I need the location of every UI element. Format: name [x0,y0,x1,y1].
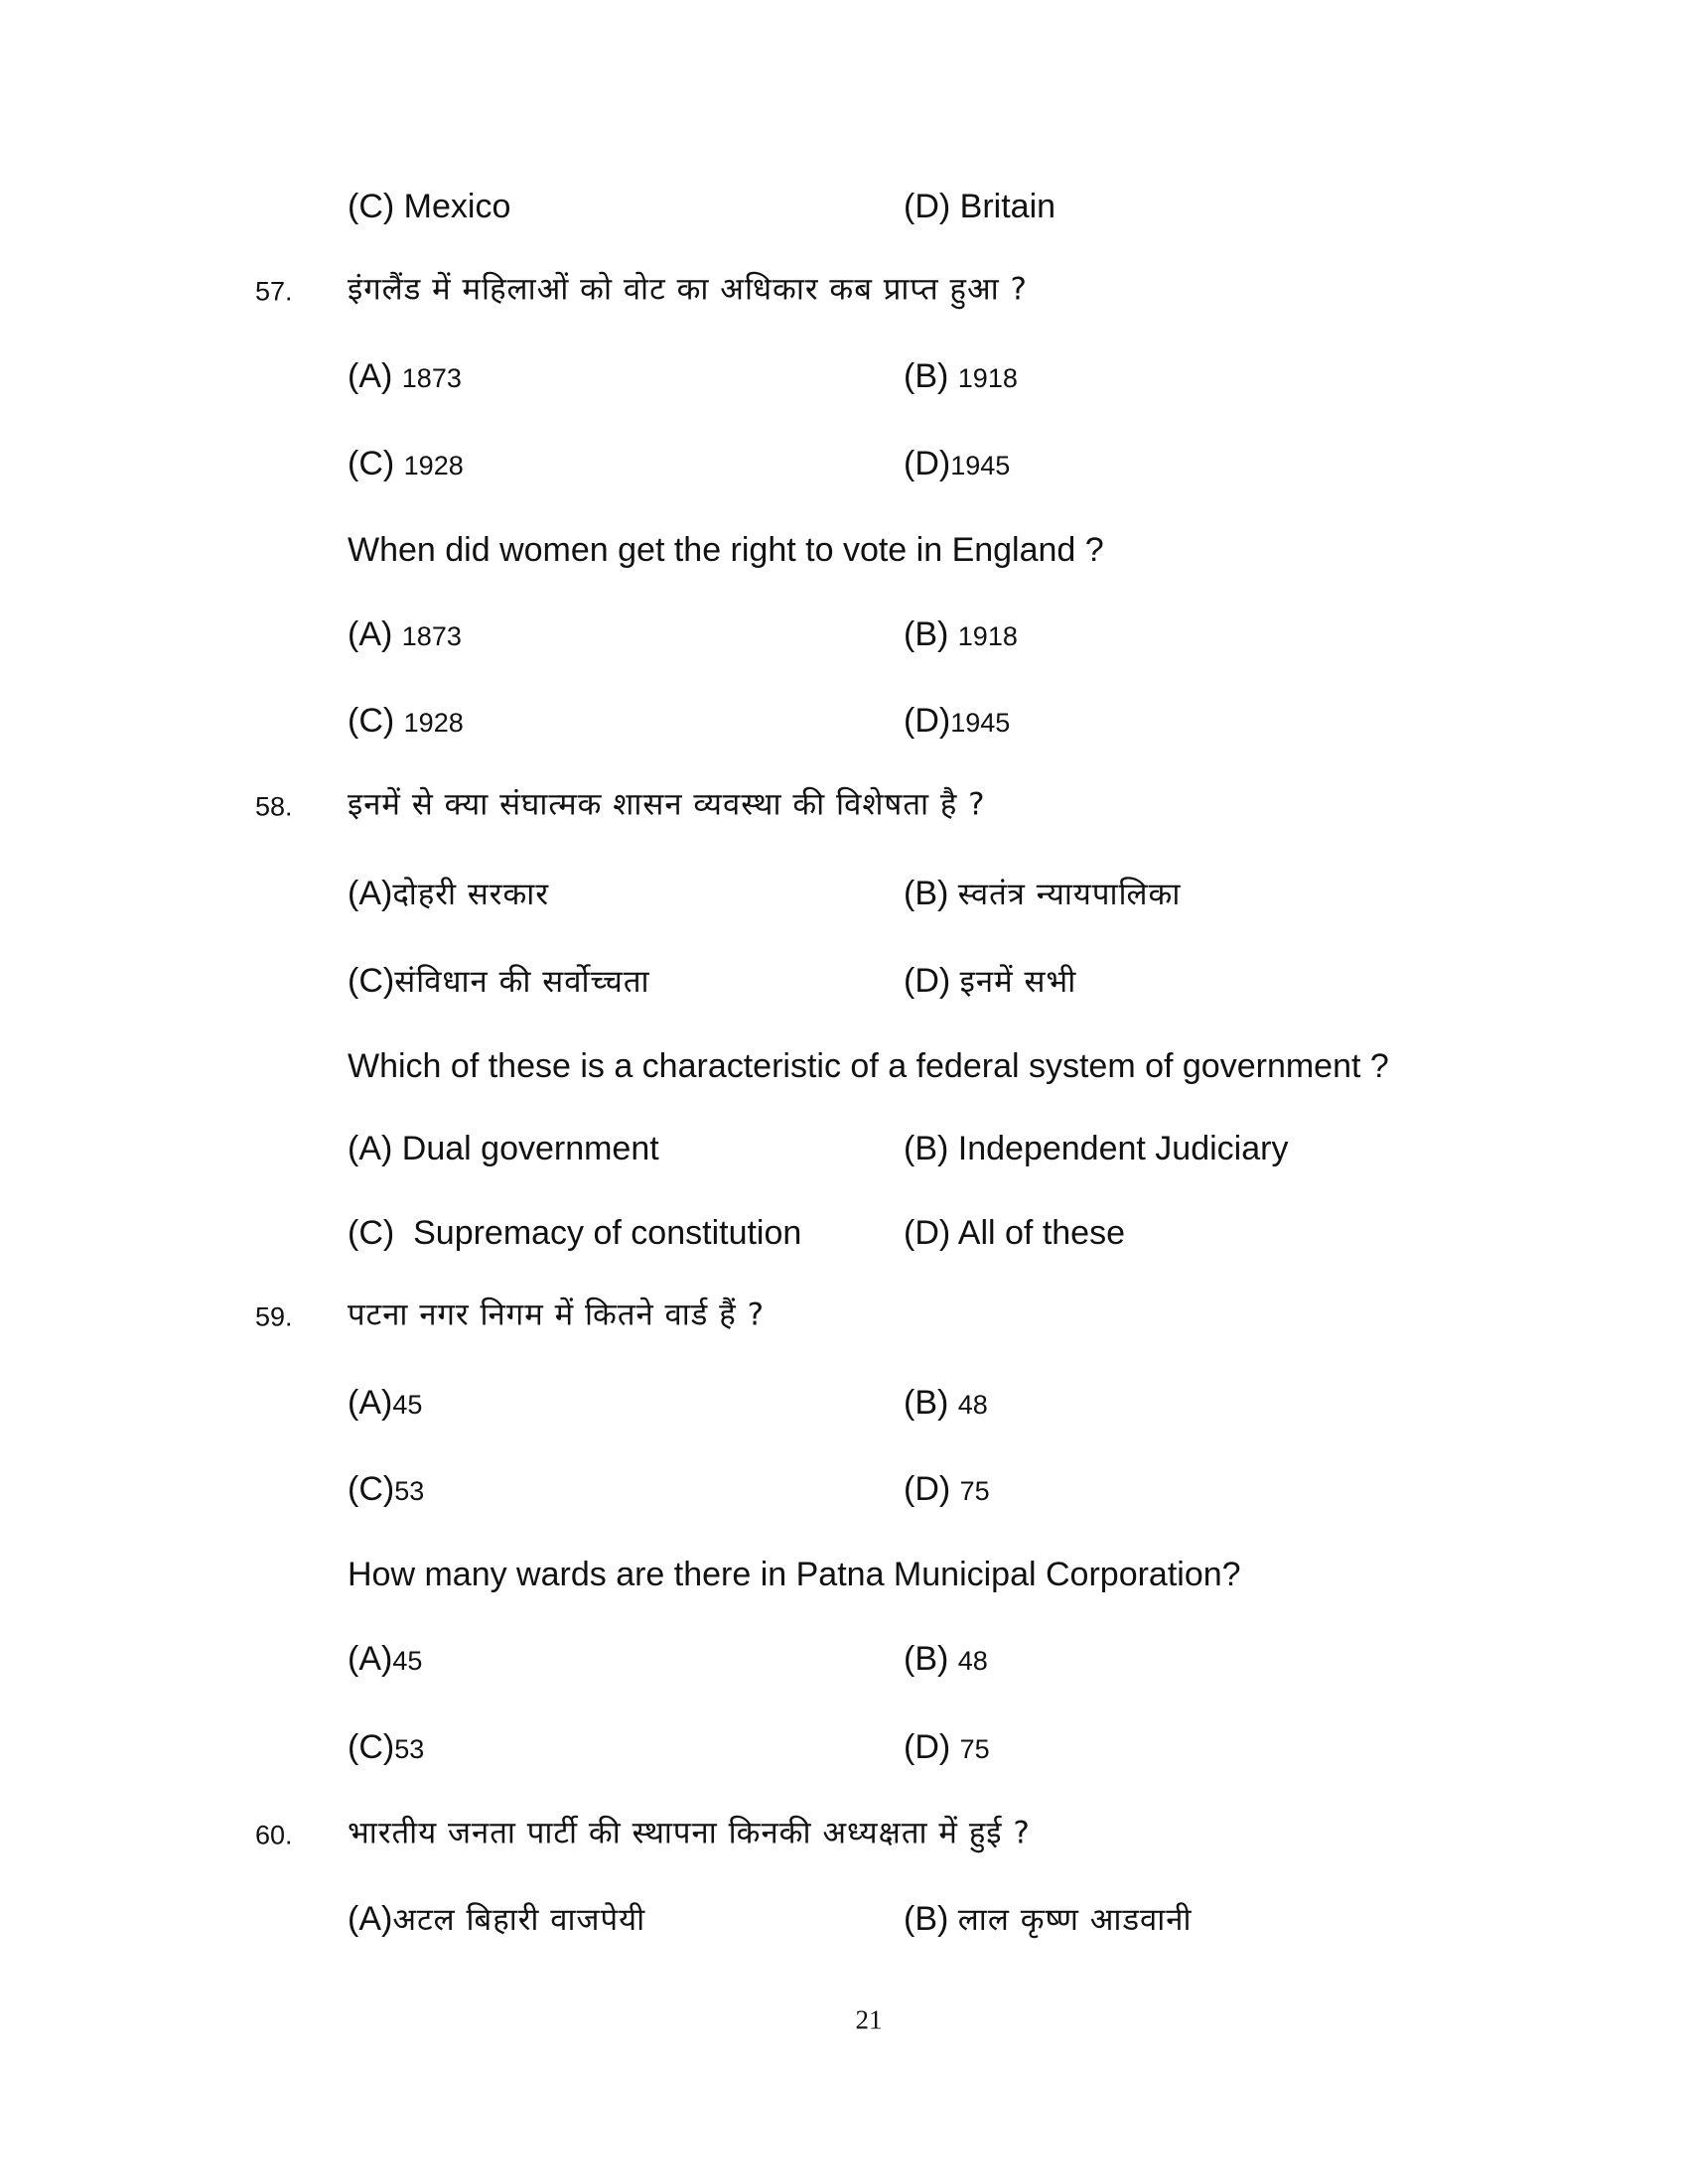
question-number-58: 58. [255,791,293,822]
option-text: 48 [957,1646,988,1676]
option-57-hi-d [904,447,1010,480]
option-label: (C) [348,702,395,740]
option-text: 45 [392,1390,423,1420]
option-label: (C) [348,1728,395,1766]
option-label: (D) [904,1728,951,1766]
option-text: 53 [394,1734,425,1764]
question-57-hindi: इंगलैंड में महिलाओं को वोट का अधिकार कब प्राप्त हुआ ? [348,271,1028,308]
option-label: (C) [348,1470,395,1508]
option-57-en-b [904,617,1018,651]
option-57-en-c [348,704,464,738]
option-text: 45 [392,1646,423,1676]
option-59-en-a [348,1642,422,1676]
option-text: 53 [394,1476,425,1506]
option-57-hi-c [348,447,464,480]
option-text: 1873 [401,363,462,393]
option-text: लाल कृष्ण आडवानी [957,1902,1193,1938]
option-59-hi-d [904,1472,990,1506]
option-57-en-d [904,704,1010,738]
option-59-en-c [348,1730,424,1764]
option-59-hi-c [348,1472,424,1506]
option-text: Independent Judiciary [957,1130,1289,1167]
option-label: (A) [348,1130,393,1167]
option-text: Dual government [401,1130,659,1167]
question-59-hindi: पटना नगर निगम में कितने वार्ड हैं ? [348,1297,766,1333]
option-label: (C) [348,962,395,1000]
option-56-c [348,190,510,223]
option-label: (D) [904,1214,951,1252]
option-59-en-d [904,1730,990,1764]
question-58-english: Which of these is a characteristic of a federal system of government ? [348,1047,1389,1085]
option-58-hi-c [348,964,650,998]
question-58-hindi: इनमें से क्या संघात्मक शासन व्यवस्था की विशेषता है ? [348,786,986,823]
option-text: Supremacy of constitution [403,1214,802,1252]
option-57-en-a [348,617,462,651]
option-58-en-d [904,1216,1125,1250]
option-label: (D) [904,1470,951,1508]
page-number: 21 [855,2004,883,2035]
option-label: (A) [348,615,393,653]
question-number-57: 57. [255,276,293,307]
option-text: Britain [959,188,1056,225]
option-58-hi-b [904,877,1181,910]
option-label: (A) [348,875,393,912]
option-text: 75 [959,1476,990,1506]
option-text: इनमें सभी [959,964,1077,1000]
option-59-hi-a [348,1386,422,1420]
option-text: 75 [959,1734,990,1764]
option-text: All of these [957,1214,1125,1252]
option-56-d [904,190,1055,223]
option-57-hi-a [348,359,462,393]
option-text: 1928 [403,708,464,738]
option-text: 1928 [403,451,464,480]
option-label: (B) [904,1130,949,1167]
option-label: (B) [904,357,949,395]
option-text: स्वतंत्र न्यायपालिका [957,877,1182,912]
option-text: 1918 [957,621,1018,651]
option-label: (C) [348,188,395,225]
option-text: Mexico [403,188,511,225]
option-59-en-b [904,1642,988,1676]
option-59-hi-b [904,1386,988,1420]
option-text: संविधान की सर्वोच्चता [394,964,650,1000]
option-label: (A) [348,1640,393,1678]
option-text: दोहरी सरकार [392,877,549,912]
option-label: (C) [348,445,395,482]
option-60-hi-b [904,1902,1193,1936]
question-number-60: 60. [255,1820,293,1850]
question-59-english: How many wards are there in Patna Municipal Corporation? [348,1556,1241,1593]
option-58-hi-a [348,877,549,910]
option-text: 1873 [401,621,462,651]
option-label: (B) [904,1900,949,1938]
option-label: (D) [904,445,951,482]
option-text: 1918 [957,363,1018,393]
option-label: (B) [904,1384,949,1422]
option-label: (D) [904,702,951,740]
option-58-en-b [904,1132,1288,1165]
option-label: (B) [904,875,949,912]
option-label: (B) [904,1640,949,1678]
question-60-hindi: भारतीय जनता पार्टी की स्थापना किनकी अध्यक्षता में हुई ? [348,1815,1031,1851]
option-58-hi-d [904,964,1076,998]
option-57-hi-b [904,359,1018,393]
option-label: (C) [348,1214,395,1252]
option-label: (A) [348,1900,393,1938]
option-text: 48 [957,1390,988,1420]
option-58-en-a [348,1132,659,1165]
question-57-english: When did women get the right to vote in England ? [348,531,1104,569]
option-text: अटल बिहारी वाजपेयी [392,1902,646,1938]
option-58-en-c [348,1216,801,1250]
option-label: (B) [904,615,949,653]
option-label: (D) [904,962,951,1000]
option-label: (D) [904,188,951,225]
option-text: 1945 [950,708,1011,738]
question-number-59: 59. [255,1301,293,1332]
option-label: (A) [348,1384,393,1422]
option-label: (A) [348,357,393,395]
option-text: 1945 [950,451,1011,480]
option-60-hi-a [348,1902,645,1936]
